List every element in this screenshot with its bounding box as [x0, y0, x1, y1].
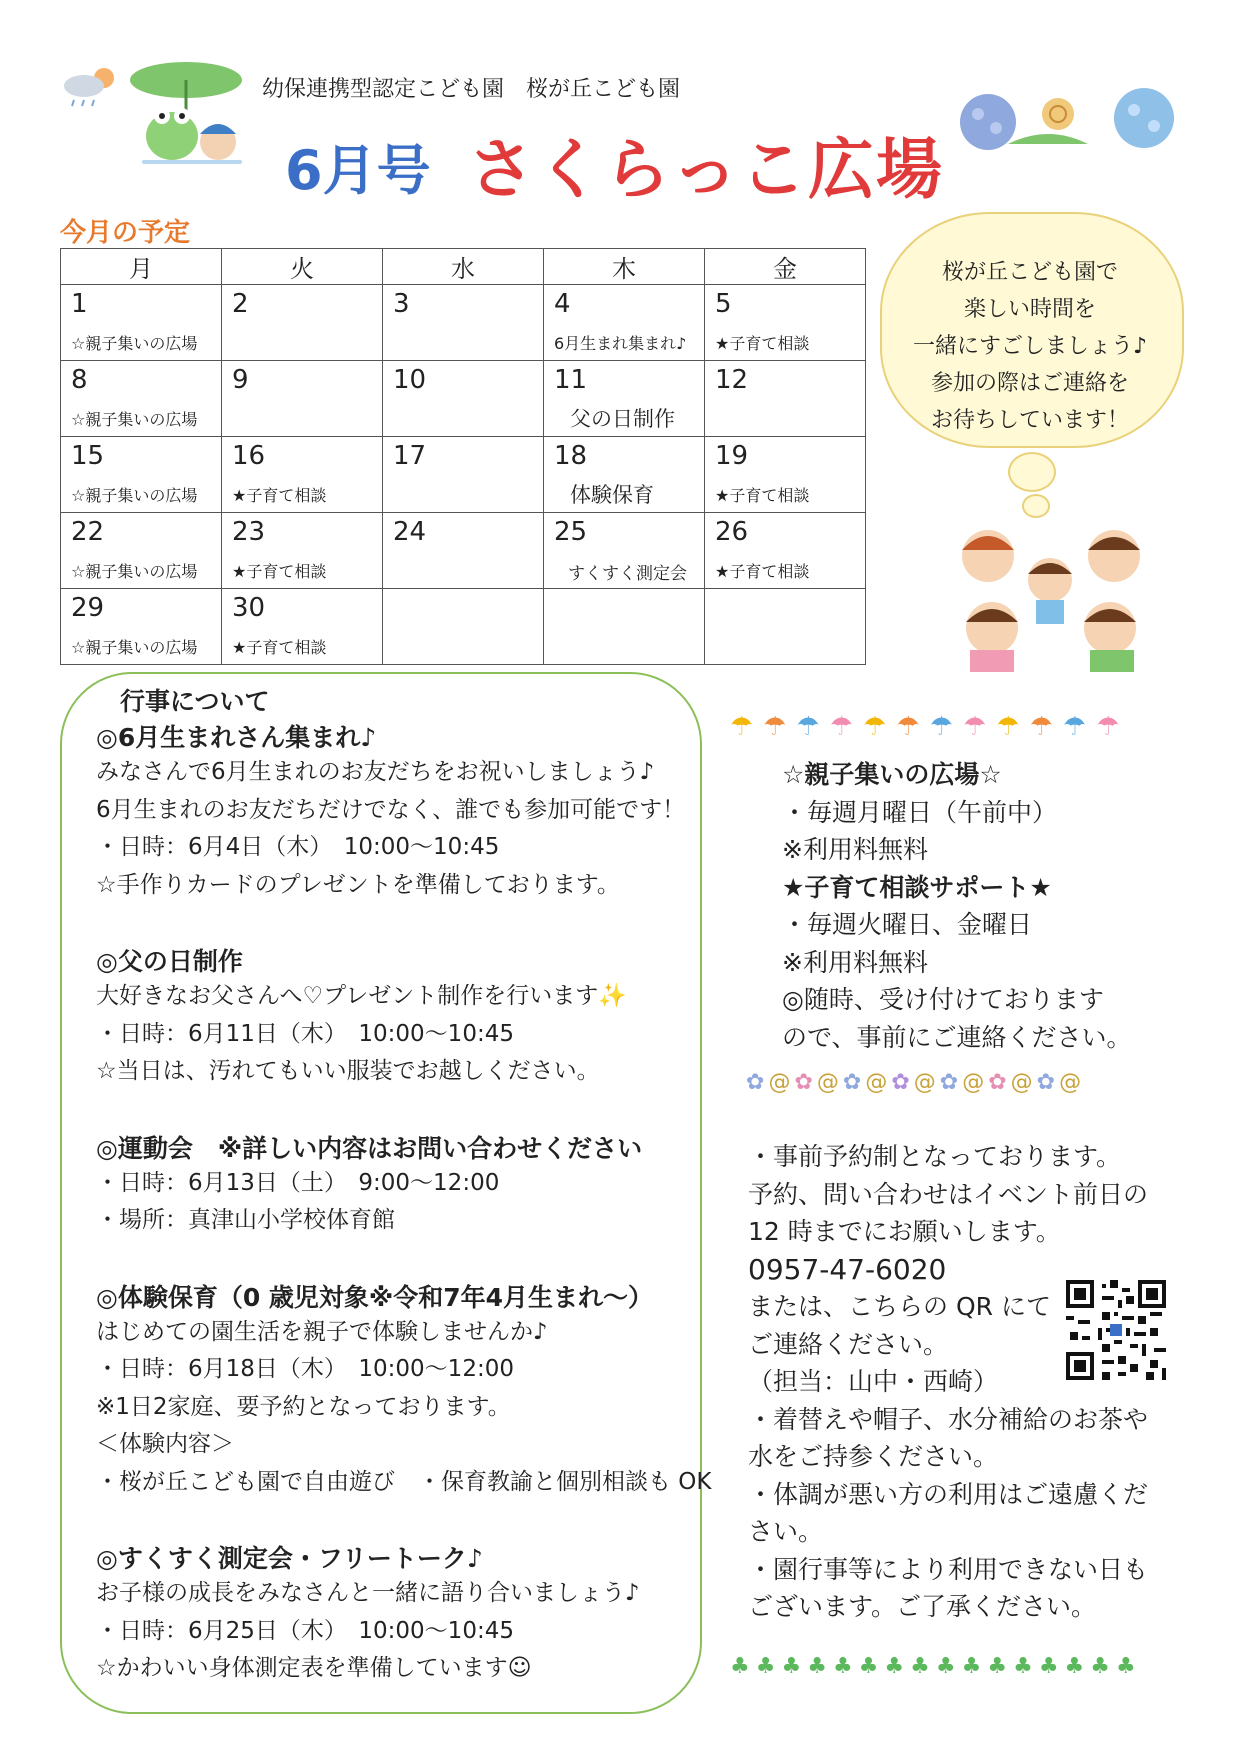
snail-icon: @ [816, 1070, 839, 1095]
snail-icon: @ [1059, 1070, 1082, 1095]
calendar-cell [705, 589, 866, 665]
calendar-cell [222, 361, 383, 437]
calendar-cell [544, 513, 705, 589]
calendar-cell [222, 513, 383, 589]
schedule-label: 今月の予定 [60, 218, 191, 248]
frog-icon: ♣ [961, 1654, 982, 1679]
calendar-event: ★子育て相談 [232, 562, 327, 581]
umbrella-icon: ☂ [1096, 712, 1120, 742]
frog-icon: ♣ [1090, 1654, 1111, 1679]
hydrangea-icon: ✿ [891, 1070, 910, 1095]
info-line: ・園行事等により利用できない日も [748, 1554, 1149, 1584]
calendar-day-number: 3 [393, 289, 410, 319]
calendar-cell [705, 437, 866, 513]
calendar-day-number: 26 [715, 517, 749, 547]
info-line: ・体調が悪い方の利用はご遠慮くだ [748, 1479, 1149, 1509]
calendar-day-number: 18 [554, 441, 588, 471]
bubble-line: 一緒にすごしましょう♪ [912, 334, 1148, 359]
event-title: ◎6月生まれさん集まれ♪ [96, 723, 377, 752]
calendar-day-number: 30 [232, 593, 266, 623]
newsletter-title: さくらっこ広場 [468, 131, 944, 208]
calendar-cell [383, 437, 544, 513]
info-line: ◎随時、受け付けております [782, 985, 1104, 1014]
info-section-notes [748, 1138, 1168, 1626]
calendar-cell [705, 513, 866, 589]
hydrangea-icon: ✿ [939, 1070, 959, 1095]
calendar-cell [222, 437, 383, 513]
hydrangea-decoration-row [746, 1070, 1081, 1095]
calendar-day-number: 9 [232, 365, 249, 395]
event-line: はじめての園生活を親子で体験しませんか♪ [96, 1318, 548, 1345]
calendar-cell [383, 285, 544, 361]
frog-icon: ♣ [755, 1654, 776, 1679]
calendar-day-number: 22 [71, 517, 105, 547]
bubble-tail-dot [1022, 494, 1050, 518]
event-line: お子様の成長をみなさんと一緒に語り合いましょう♪ [96, 1580, 640, 1606]
umbrella-icon: ☂ [763, 712, 787, 742]
event-line: ☆当日は、汚れてもいい服装でお越しください。 [96, 1058, 600, 1084]
hydrangea-icon: ✿ [842, 1070, 862, 1095]
info-line: ・着替えや帽子、水分補給のお茶や [748, 1404, 1149, 1434]
calendar-event: ☆親子集いの広場 [71, 638, 198, 657]
calendar-cell [61, 437, 222, 513]
event-line: 6月生まれのお友だちだけでなく、誰でも参加可能です！ [96, 796, 686, 823]
calendar-table [60, 248, 866, 665]
children-illustration [940, 516, 1166, 676]
event-line: ・日時：6月25日（木） 10:00～10:45 [96, 1617, 514, 1644]
calendar-day-number: 15 [71, 441, 105, 471]
event-line: 大好きなお父さんへ♡プレゼント制作を行います✨ [96, 983, 627, 1009]
event-line: ・桜が丘こども園で自由遊び ・保育教諭と個別相談も OK [96, 1468, 712, 1495]
calendar-cell [544, 589, 705, 665]
info-line: ・毎週火曜日、金曜日 [782, 910, 1033, 939]
info-line: ので、事前にご連絡ください。 [782, 1022, 1132, 1052]
weekday-header: 水 [383, 249, 544, 285]
calendar-day-number: 19 [715, 441, 749, 471]
calendar-event: ☆親子集いの広場 [71, 486, 198, 505]
calendar-day-number: 1 [71, 289, 88, 319]
event-title: ◎父の日制作 [96, 947, 243, 976]
hydrangea-icon: ✿ [1036, 1070, 1056, 1095]
calendar-event: 体験保育 [570, 483, 654, 507]
frog-icon: ♣ [807, 1654, 827, 1679]
calendar-day-number: 5 [715, 289, 732, 319]
calendar-day-number: 17 [393, 441, 427, 471]
snail-icon: @ [962, 1070, 985, 1095]
event-title: ◎体験保育（0 歳児対象※令和7年4月生まれ～） [96, 1282, 654, 1312]
calendar-day-number: 2 [232, 289, 249, 319]
event-line: ☆手作りカードのプレゼントを準備しております。 [96, 871, 620, 898]
snail-icon: @ [1010, 1070, 1033, 1095]
info-line: ご連絡ください。 [748, 1329, 949, 1359]
umbrella-icon: ☂ [829, 712, 854, 742]
calendar-event: 6月生まれ集まれ♪ [554, 334, 687, 353]
info-line: 水をご持参ください。 [748, 1442, 999, 1471]
frog-icon: ♣ [1013, 1654, 1033, 1679]
calendar-cell [544, 285, 705, 361]
hydrangea-snail-illustration [948, 84, 1180, 158]
weekday-header: 木 [544, 249, 705, 285]
umbrella-icon: ☂ [730, 712, 754, 742]
calendar-event: ★子育て相談 [232, 638, 327, 657]
calendar-cell [61, 513, 222, 589]
calendar-cell [705, 361, 866, 437]
frog-icon: ♣ [1064, 1654, 1085, 1679]
frog-icon: ♣ [832, 1654, 853, 1679]
info-line: （担当：山中・西崎） [748, 1367, 999, 1396]
calendar-cell [61, 285, 222, 361]
event-line: ・日時：6月4日（木） 10:00～10:45 [96, 834, 500, 860]
event-line: ☆かわいい身体測定表を準備しています☺ [96, 1655, 532, 1681]
info-line: 予約、問い合わせはイベント前日の [748, 1179, 1149, 1209]
frog-icon: ♣ [781, 1654, 802, 1679]
event-line: ・日時：6月18日（木） 10:00～12:00 [96, 1356, 514, 1382]
issue-label: 6月号 [285, 139, 431, 202]
bubble-line: 桜が丘こども園で [941, 260, 1118, 285]
calendar-event: ★子育て相談 [232, 486, 327, 505]
calendar-cell [544, 361, 705, 437]
calendar-day-number: 29 [71, 593, 105, 623]
snail-icon: @ [913, 1070, 936, 1095]
event-line: ・日時：6月11日（木） 10:00～10:45 [96, 1020, 514, 1047]
calendar-cell [61, 589, 222, 665]
calendar-cell [383, 361, 544, 437]
calendar-cell [222, 285, 383, 361]
calendar-event: ★子育て相談 [715, 486, 810, 505]
info-line: 12 時までにお願いします。 [748, 1217, 1061, 1246]
calendar-day-number: 11 [554, 365, 588, 395]
calendar-day-number: 4 [554, 289, 571, 319]
snail-icon: @ [865, 1070, 888, 1095]
info-line: ・事前予約制となっております。 [748, 1142, 1122, 1171]
info-line: ございます。ご了承ください。 [748, 1592, 1097, 1621]
weather-icon [58, 62, 122, 108]
calendar-event: すくすく測定会 [568, 564, 687, 584]
phone-number[interactable]: 0957-47-6020 [748, 1252, 947, 1286]
info-line: ※利用料無料 [782, 835, 928, 864]
umbrella-icon: ☂ [1029, 712, 1054, 742]
bubble-line: 楽しい時間を [963, 297, 1096, 322]
calendar-day-number: 8 [71, 365, 88, 395]
umbrella-icon: ☂ [796, 712, 820, 742]
calendar-day-number: 16 [232, 441, 266, 471]
frog-icon: ♣ [858, 1654, 879, 1679]
umbrella-icon: ☂ [863, 712, 887, 742]
bubble-tail-dot [1008, 452, 1056, 492]
frog-decoration-row [730, 1654, 1136, 1679]
hydrangea-icon: ✿ [988, 1070, 1007, 1095]
calendar-day-number: 23 [232, 517, 266, 547]
info-line: または、こちらの QR にて [748, 1292, 1051, 1321]
weekday-header: 火 [222, 249, 383, 285]
info-line: ※利用料無料 [782, 947, 928, 977]
frog-icon: ♣ [1038, 1654, 1059, 1679]
bubble-line: 参加の際はご連絡を [930, 371, 1129, 396]
calendar-day-number: 10 [393, 365, 427, 395]
frog-icon: ♣ [910, 1654, 930, 1679]
calendar-event: 父の日制作 [570, 407, 675, 431]
event-line: ＜体験内容＞ [96, 1431, 234, 1457]
events-section [96, 682, 712, 1688]
hydrangea-icon: ✿ [746, 1070, 765, 1095]
event-line: ・日時：6月13日（土） 9:00～12:00 [96, 1169, 500, 1196]
calendar-day-number: 24 [393, 517, 427, 547]
frog-umbrella-illustration [122, 58, 252, 170]
bubble-message [880, 254, 1180, 439]
info-heading: ★子育て相談サポート★ [782, 872, 1052, 902]
umbrella-icon: ☂ [1063, 712, 1087, 742]
qr-code[interactable] [1066, 1280, 1166, 1380]
frog-icon: ♣ [935, 1654, 956, 1679]
event-line: ・場所：真津山小学校体育館 [96, 1207, 395, 1233]
umbrella-icon: ☂ [996, 712, 1020, 742]
bubble-line: お待ちしています！ [930, 408, 1129, 433]
info-line: ・毎週月曜日（午前中） [782, 797, 1058, 827]
calendar-event: ★子育て相談 [715, 562, 810, 581]
frog-icon: ♣ [730, 1654, 750, 1679]
info-heading: ☆親子集いの広場☆ [782, 760, 1002, 789]
umbrella-icon: ☂ [963, 712, 987, 742]
event-title: ◎すくすく測定会・フリートーク♪ [96, 1544, 483, 1573]
calendar-event: ☆親子集いの広場 [71, 334, 198, 353]
calendar-cell [705, 285, 866, 361]
organization-name: 幼保連携型認定こども園 桜が丘こども園 [262, 77, 681, 102]
info-section-services [782, 756, 1132, 1056]
umbrella-icon: ☂ [896, 712, 920, 742]
weekday-header: 金 [705, 249, 866, 285]
umbrella-icon: ☂ [929, 712, 954, 742]
umbrella-decoration-row [730, 712, 1120, 742]
calendar-cell [383, 589, 544, 665]
event-line: ※1日2家庭、要予約となっております。 [96, 1393, 511, 1420]
frog-icon: ♣ [987, 1654, 1008, 1679]
calendar-cell [222, 589, 383, 665]
weekday-header: 月 [61, 249, 222, 285]
frog-icon: ♣ [884, 1654, 905, 1679]
event-title: ◎運動会 ※詳しい内容はお問い合わせください [96, 1133, 643, 1163]
calendar-cell [383, 513, 544, 589]
snail-icon: @ [768, 1070, 791, 1095]
info-line: さい。 [748, 1517, 824, 1546]
event-line: みなさんで6月生まれのお友だちをお祝いしましょう♪ [96, 759, 655, 785]
calendar-event: ☆親子集いの広場 [71, 562, 198, 581]
frog-icon: ♣ [1116, 1654, 1136, 1679]
events-heading: 行事について [120, 687, 270, 716]
calendar-cell [544, 437, 705, 513]
calendar-day-number: 25 [554, 517, 588, 547]
calendar-event: ★子育て相談 [715, 334, 810, 353]
hydrangea-icon: ✿ [794, 1070, 813, 1095]
calendar-day-number: 12 [715, 365, 749, 395]
calendar-event: ☆親子集いの広場 [71, 410, 198, 429]
calendar-cell [61, 361, 222, 437]
